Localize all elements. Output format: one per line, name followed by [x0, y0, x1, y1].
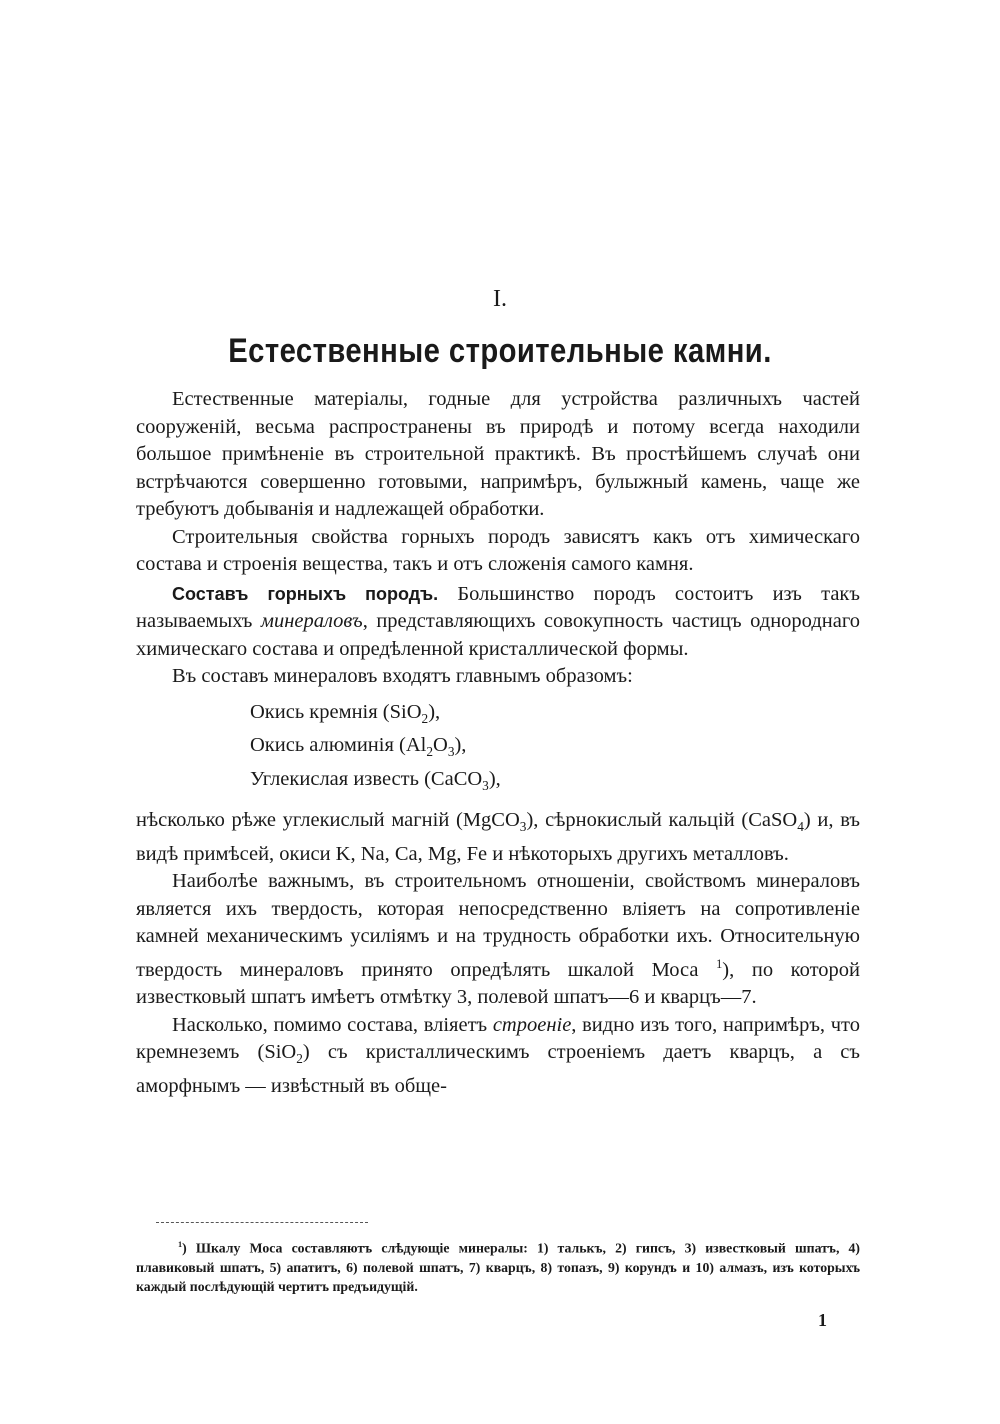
body-text — [136, 386, 860, 1100]
footnote-reference: 1 — [716, 956, 723, 971]
paragraph-text: Большинство породъ состоитъ изъ такъ называемыхъ — [136, 582, 860, 632]
subscript: 3 — [447, 744, 455, 760]
formula-text: Окись алюминія (Al — [250, 734, 427, 757]
paragraph-text: ), по которой известковый шпатъ имѣетъ отмѣтку 3, полевой шпатъ—6 и кварцъ—7. — [136, 958, 860, 1009]
subscript: 2 — [426, 744, 434, 760]
subscript: 3 — [519, 819, 527, 835]
paragraph-rock-composition — [136, 581, 860, 664]
subscript: 2 — [421, 710, 429, 726]
chapter-title: Естественные строительные камни. — [228, 332, 772, 370]
formula-text: O — [433, 734, 448, 757]
paragraph-natural-materials — [136, 386, 860, 524]
paragraph-text: нѣсколько рѣже углекислый магній (MgCO — [136, 809, 520, 832]
paragraph-text: ) и, въ видѣ примѣсей, окиси K, Na, Ca, Mg, Fe и нѣкоторыхъ другихъ металловъ. — [136, 809, 860, 865]
footnote-divider — [156, 1222, 368, 1223]
paragraph-text: , представляющихъ совокупность частицъ однороднаго химическаго состава и опредѣленной кристаллической формы. — [136, 610, 860, 660]
paragraph-text: ) съ кристаллическимъ строеніемъ даетъ кварцъ, а съ аморфнымъ — извѣстный въ обще- — [136, 1041, 861, 1097]
page-number: 1 — [818, 1310, 827, 1330]
chapter-number: I. — [493, 286, 507, 312]
formula-alumina — [250, 732, 860, 766]
emphasis-structure: строеніе — [492, 1013, 572, 1036]
emphasis-minerals: минераловъ — [260, 610, 363, 632]
formula-text: Окись кремнія (SiO — [250, 700, 422, 723]
paragraph-other-minerals — [136, 807, 860, 868]
footnote-marker: 1 — [178, 1240, 183, 1249]
paragraph-structure — [136, 1012, 860, 1101]
formula-text: Углекислая известь (CaCO — [250, 767, 483, 790]
paragraph-text: Естественные матеріалы, годные для устройства различныхъ частей сооруженій, весьма распространены въ природѣ и потому всегда находили большое примѣненіе въ строительной практикѣ. Въ простѣйшемъ случаѣ они встрѣчаются совершенно готовыми, напримѣръ, булыжный камень, чаще же требуютъ добыванія и надлежащей обработки. — [136, 388, 860, 520]
section-run-in-heading: Составъ горныхъ породъ. — [172, 583, 439, 604]
paragraph-text: ), сѣрнокислый кальцій (CaSO — [526, 809, 798, 832]
subscript: 3 — [482, 777, 489, 793]
formula-text: ), — [428, 700, 441, 723]
paragraph-text: Въ составъ минераловъ входятъ главнымъ образомъ: — [172, 665, 633, 687]
formula-text: ), — [488, 767, 501, 790]
paragraph-hardness — [136, 868, 860, 1011]
subscript: 2 — [296, 1051, 303, 1067]
paragraph-text: , видно изъ того, напримѣръ, что кремнеземъ (SiO — [136, 1013, 860, 1064]
subscript: 4 — [797, 819, 804, 835]
paragraph-text: Насколько, помимо состава, вліяетъ — [172, 1013, 493, 1036]
formula-list — [250, 699, 860, 800]
formula-silica — [250, 699, 860, 733]
paragraph-text: Наиболѣе важнымъ, въ строительномъ отношеніи, свойствомъ минераловъ является ихъ твердость, которая непосредственно вліяетъ на сопротивленіе камней механическимъ усиліямъ и на трудность обработки ихъ. Относительную твердость минераловъ принято опредѣлять шкалой Моса — [136, 870, 860, 981]
footnote-text: ) Шкалу Моса составляютъ слѣдующіе минералы: 1) талькъ, 2) гипсъ, 3) известковый шпатъ, 4) плавиковый шпатъ, 5) апатитъ, 6) полевой шпатъ, 7) кварцъ, 8) топазъ, 9) корундъ и 10) алмазъ, изъ которыхъ каждый послѣдующій чертитъ предъидущій. — [136, 1240, 860, 1294]
paragraph-building-properties — [136, 524, 860, 579]
paragraph-minerals-intro — [136, 663, 860, 691]
formula-calcium-carbonate — [250, 766, 860, 800]
paragraph-text: Строительныя свойства горныхъ породъ зависятъ какъ отъ химическаго состава и строенія вещества, такъ и отъ сложенія самого камня. — [136, 525, 860, 575]
formula-text: ), — [454, 734, 467, 757]
footnote-mohs-scale — [136, 1235, 860, 1296]
